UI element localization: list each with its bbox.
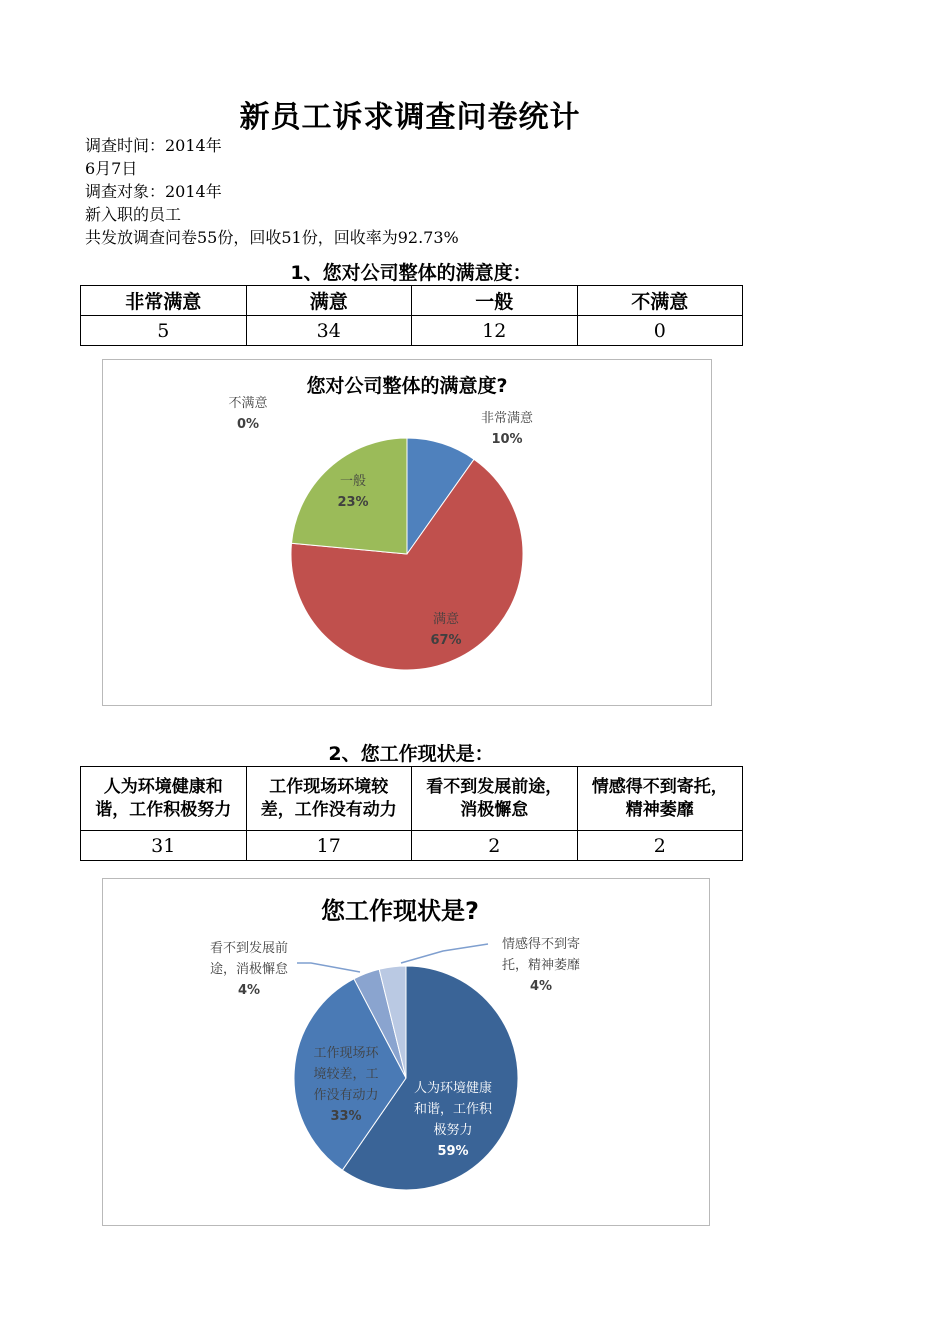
table-header-cell	[412, 767, 578, 831]
slice-category-label: 不满意	[228, 396, 268, 411]
slice-category-label: 作没有动力	[313, 1088, 379, 1103]
section2-title: 2、您工作现状是：	[328, 743, 494, 765]
table-row	[81, 316, 743, 346]
header-line: 精神萎靡	[625, 799, 694, 820]
satisfaction-pie-chart	[103, 360, 711, 705]
slice-category-label: 情感得不到寄	[501, 937, 581, 952]
table-header-cell: 满意	[246, 286, 412, 316]
chart-title: 您对公司整体的满意度?	[306, 375, 508, 397]
pie-data-label	[502, 936, 580, 994]
table-header-cell: 一般	[412, 286, 578, 316]
slice-category-label: 非常满意	[480, 411, 534, 426]
header-line: 差，工作没有动力	[260, 799, 397, 820]
page-title: 新员工诉求调查问卷统计	[239, 100, 581, 135]
slice-category-label: 工作现场环	[313, 1046, 379, 1061]
table-header-row	[81, 767, 743, 831]
header-line: 人为环境健康和	[103, 776, 223, 797]
table-cell: 34	[246, 316, 412, 346]
slice-percent-label: 10%	[491, 432, 523, 447]
work-status-table	[80, 766, 743, 861]
survey-info	[85, 134, 459, 249]
header-line: 谐，工作积极努力	[95, 799, 232, 820]
table-row	[81, 831, 743, 861]
survey-date: 6月7日	[85, 159, 138, 178]
chart-title: 您工作现状是?	[321, 897, 479, 925]
table-header-cell: 非常满意	[81, 286, 247, 316]
slice-percent-label: 4%	[529, 979, 553, 994]
survey-target: 新入职的员工	[85, 205, 182, 224]
slice-percent-label: 59%	[437, 1144, 469, 1159]
slice-percent-label: 4%	[237, 983, 261, 998]
table-header-row	[81, 286, 743, 316]
leader-line	[297, 963, 360, 972]
satisfaction-table	[80, 285, 743, 346]
satisfaction-chart-box	[102, 359, 712, 706]
slice-category-label: 途，消极懈怠	[209, 962, 289, 977]
table-cell: 2	[412, 831, 578, 861]
table-header-cell	[577, 767, 743, 831]
slice-category-label: 满意	[432, 612, 460, 627]
section1-title: 1、您对公司整体的满意度：	[290, 262, 532, 284]
survey-time-label: 调查时间：2014年	[85, 136, 222, 155]
slice-category-label: 看不到发展前	[209, 941, 289, 956]
table-cell: 2	[577, 831, 743, 861]
table-cell: 0	[577, 316, 743, 346]
leader-line	[401, 944, 488, 963]
table-cell: 5	[81, 316, 247, 346]
table-cell: 17	[246, 831, 412, 861]
table-cell: 12	[412, 316, 578, 346]
header-line: 看不到发展前途，	[426, 776, 563, 797]
work-status-pie-chart	[103, 879, 709, 1225]
slice-percent-label: 0%	[236, 417, 260, 432]
pie-data-label	[228, 395, 267, 432]
header-line: 情感得不到寄托，	[591, 776, 728, 797]
survey-target-label: 调查对象：2014年	[85, 182, 222, 201]
slice-percent-label: 67%	[430, 633, 462, 648]
slice-category-label: 托，精神萎靡	[501, 958, 581, 973]
slice-percent-label: 23%	[337, 495, 369, 510]
slice-percent-label: 33%	[330, 1109, 362, 1124]
table-header-cell	[246, 767, 412, 831]
work-status-chart-box	[102, 878, 710, 1226]
slice-category-label: 极努力	[433, 1123, 473, 1138]
survey-summary: 共发放调查问卷55份，回收51份，回收率为92.73%	[85, 228, 459, 247]
pie-data-label	[481, 410, 533, 447]
slice-category-label: 人为环境健康	[413, 1081, 493, 1096]
pie-data-label	[210, 941, 289, 998]
slice-category-label: 一般	[339, 474, 367, 489]
table-cell: 31	[81, 831, 247, 861]
header-line: 工作现场环境较	[269, 776, 389, 797]
table-header-cell: 不满意	[577, 286, 743, 316]
slice-category-label: 境较差，工	[313, 1067, 379, 1082]
header-line: 消极懈怠	[460, 799, 529, 820]
table-header-cell	[81, 767, 247, 831]
slice-category-label: 和谐，工作积	[413, 1102, 493, 1117]
